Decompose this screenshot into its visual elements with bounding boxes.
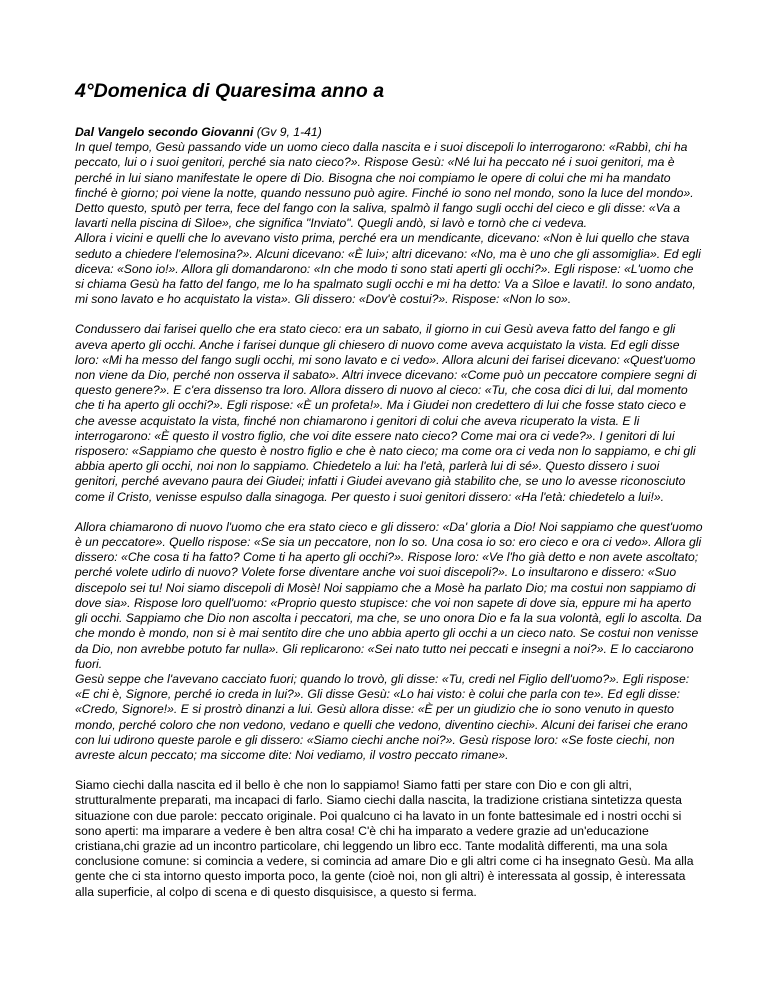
gospel-paragraph-3: Allora i vicini e quelli che lo avevano visto prima, perché era un mendicante, dicevano: «Non è lui quello che stava seduto a chiedere l'elemosina?». Alcuni dicevano: «È lui»; altri dicevano: «No, ma è uno che gli assomiglia». Ed egli diceva: «Sono io!». Allora gli domandarono: «In che modo ti sono stati aperti gli occhi?». Egli rispose: «L'uomo che si chiama Gesù ha fatto del fango, me lo ha spalmato sugli occhi e mi ha detto: Va a Sìloe e lavati!. Io sono andato, mi sono lavato e ho acquistato la vista». Gli dissero: «Dov'è costui?». Rispose: «Non lo so».	[75, 231, 701, 307]
gospel-section-2	[75, 520, 705, 763]
gospel-paragraph-4: Condussero dai farisei quello che era stato cieco: era un sabato, il giorno in cui Gesù aveva fatto del fango e gli aveva aperto gli occhi. Anche i farisei dunque gli chiesero di nuovo come aveva acquistato la vista. Ed egli disse loro: «Mi ha messo del fango sugli occhi, mi sono lavato e ci vedo». Allora alcuni dei farisei dicevano: «Quest'uomo non viene da Dio, perché non osserva il sabato». Altri invece dicevano: «Come può un peccatore compiere segni di questo genere?». E c'era dissenso tra loro. Allora dissero di nuovo al cieco: «Tu, che cosa dici di lui, dal momento che ti ha aperto gli occhi?». Egli rispose: «È un profeta!». Ma i Giudei non credettero di lui che fosse stato cieco e che avesse acquistato la vista, finché non chiamarono i genitori di colui che aveva ricuperato la vista. E li interrogarono: «È questo il vostro figlio, che voi dite essere nato cieco? Come mai ora ci vede?». I genitori di lui risposero: «Sappiamo che questo è nostro figlio e che è nato cieco; ma come ora ci veda non lo sappiamo, e chi gli abbia aperto gli occhi, noi non lo sappiamo. Chiedetelo a lui: ha l'età, parlerà lui di sé». Questo dissero i suoi genitori, perché avevano paura dei Giudei; infatti i Giudei avevano già stabilito che, se uno lo avesse riconosciuto come il Cristo, venisse espulso dalla sinagoga. Per questo i suoi genitori dissero: «Ha l'età: chiedetelo a lui!».	[75, 322, 697, 504]
page-title: 4°Domenica di Quaresima anno a	[75, 80, 385, 102]
gospel-paragraph-2: Detto questo, sputò per terra, fece del fango con la saliva, spalmò il fango sugli occhi del cieco e gli disse: «Va a lavarti nella piscina di Sìloe», che significa "Inviato". Quegli andò, si lavò e tornò che ci vedeva.	[75, 201, 681, 231]
gospel-source-label: Dal Vangelo secondo Giovanni	[75, 125, 254, 139]
gospel-section	[75, 125, 705, 307]
gospel-paragraph-6: Gesù seppe che l'avevano cacciato fuori; quando lo trovò, gli disse: «Tu, credi nel Figlio dell'uomo?». Egli rispose: «E chi è, Signore, perché io creda in lui?». Gli disse Gesù: «Lo hai visto: è colui che parla con te». Ed egli disse: «Credo, Signore!». E si prostrò dinanzi a lui. Gesù allora disse: «È per un giudizio che io sono venuto in questo mondo, perché coloro che non vedono, vedano e quelli che vedono, diventino ciechi». Alcuni dei farisei che erano con lui udirono queste parole e gli dissero: «Siamo ciechi anche noi?». Gesù rispose loro: «Se foste ciechi, non avreste alcun peccato; ma siccome dite: Noi vediamo, il vostro peccato rimane».	[75, 671, 690, 762]
gospel-reference: (Gv 9, 1-41)	[253, 125, 322, 139]
gospel-paragraph-1	[75, 125, 705, 201]
document-body	[75, 125, 705, 915]
gospel-paragraph-5: Allora chiamarono di nuovo l'uomo che era stato cieco e gli dissero: «Da' gloria a Dio! Noi sappiamo che quest'uomo è un peccatore». Quello rispose: «Se sia un peccatore, non lo so. Una cosa io so: ero cieco e ora ci vedo». Allora gli dissero: «Che cosa ti ha fatto? Come ti ha aperto gli occhi?». Rispose loro: «Ve l'ho già detto e non avete ascoltato; perché volete udirlo di nuovo? Volete forse diventare anche voi suoi discepoli?». Lo insultarono e dissero: «Suo discepolo sei tu! Noi siamo discepoli di Mosè! Noi sappiamo che a Mosè ha parlato Dio; ma costui non sappiamo di dove sia». Rispose loro quell'uomo: «Proprio questo stupisce: che voi non sapete di dove sia, eppure mi ha aperto gli occhi. Sappiamo che Dio non ascolta i peccatori, ma che, se uno onora Dio e fa la sua volontà, egli lo ascolta. Da che mondo è mondo, non si è mai sentito dire che uno abbia aperto gli occhi a un cieco nato. Se costui non venisse da Dio, non avrebbe potuto far nulla». Gli replicarono: «Sei nato tutto nei peccati e insegni a noi?». E lo cacciarono fuori.	[75, 519, 703, 671]
commentary-paragraph: Siamo ciechi dalla nascita ed il bello è che non lo sappiamo! Siamo fatti per stare con Dio e con gli altri, strutturalmente preparati, ma incapaci di farlo. Siamo ciechi dalla nascita, la tradizione cristiana sintetizza questa situazione con due parole: peccato originale. Poi qualcuno ci ha lavato in un fonte battesimale ed i nostri occhi si sono aperti: ma imparare a vedere è ben altra cosa! C'è chi ha imparato a vedere grazie ad un'educazione cristiana,chi grazie ad un incontro particolare, chi leggendo un libro ecc. Tante modalità differenti, ma una sola conclusione comune: si comincia a vedere, si comincia ad amare Dio e gli altri come ci ha insegnato Gesù. Ma alla gente che ci sta intorno questo importa poco, la gente (cioè noi, non gli altri) è interessata al gossip, è interessata alla superficie, al colpo di scena e di questo disquisisce, a questo si ferma.	[75, 778, 694, 899]
gospel-text: In quel tempo, Gesù passando vide un uomo cieco dalla nascita e i suoi discepoli lo interrogarono: «Rabbì, chi ha peccato, lui o i suoi genitori, perché sia nato cieco?». Rispose Gesù: «Né lui ha peccato né i suoi genitori, ma è perché in lui siano manifestate le opere di Dio. Bisogna che noi compiamo le opere di colui che mi ha mandato finché è giorno; poi viene la notte, quando nessuno può agire. Finché io sono nel mondo, sono la luce del mondo».	[75, 140, 694, 200]
